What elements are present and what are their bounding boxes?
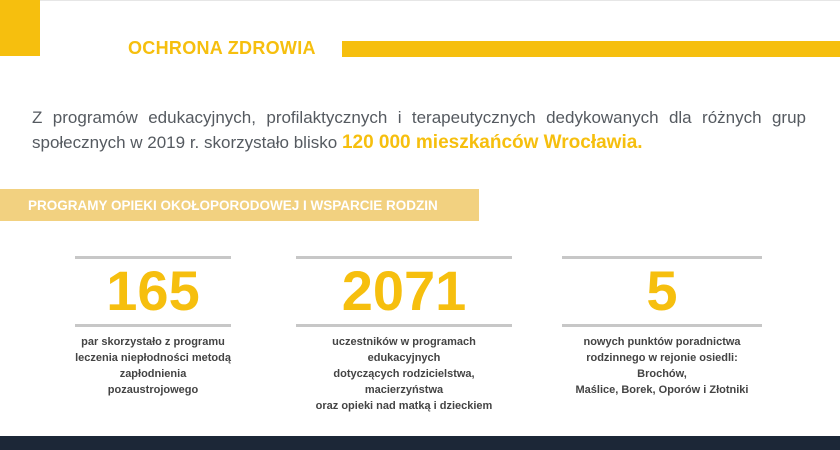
stat-card-counseling <box>562 256 762 396</box>
top-divider <box>0 0 840 1</box>
stat-description-line: par skorzystało z programu <box>81 336 225 348</box>
intro-text: Z programów edukacyjnych, profilaktycznych i terapeutycznych dedykowanych dla różnych grup społecznych w 2019 r. skorzystało blisko <box>32 108 806 152</box>
stat-description-line: oraz opieki nad matką i dzieckiem <box>315 400 493 412</box>
stat-description-line: dotyczących rodzicielstwa, macierzyństwa <box>333 368 475 396</box>
intro-paragraph <box>32 105 806 155</box>
stat-value: 2071 <box>341 259 467 322</box>
stat-value: 5 <box>646 259 678 322</box>
stat-description-line: leczenia niepłodności metodą <box>75 352 231 364</box>
section-banner <box>0 189 479 221</box>
stat-description <box>75 334 231 398</box>
stat-bottom-rule <box>75 324 231 327</box>
stat-card-education <box>296 256 512 412</box>
corner-accent-block <box>0 0 40 56</box>
stat-card-ivf <box>75 256 231 396</box>
intro-highlight: 120 000 mieszkańców Wrocławia. <box>341 132 643 153</box>
page-title: OCHRONA ZDROWIA <box>128 38 316 58</box>
stat-description <box>562 334 762 398</box>
section-banner-label: PROGRAMY OPIEKI OKOŁOPORODOWEJ I WSPARCIE RODZIN <box>28 198 438 213</box>
stat-description <box>296 334 512 414</box>
stat-description-line: rodzinnego w rejonie osiedli: Brochów, <box>586 352 738 380</box>
stat-description-line: uczestników w programach edukacyjnych <box>332 336 476 364</box>
stat-bottom-rule <box>296 324 512 327</box>
title-accent-bar <box>342 41 840 57</box>
stat-description-line: nowych punktów poradnictwa <box>583 336 741 348</box>
footer-bar <box>0 436 840 450</box>
stat-bottom-rule <box>562 324 762 327</box>
stat-description-line: zapłodnienia pozaustrojowego <box>107 368 199 396</box>
stat-value: 165 <box>106 259 200 322</box>
stat-description-line: Maślice, Borek, Oporów i Złotniki <box>575 384 749 396</box>
